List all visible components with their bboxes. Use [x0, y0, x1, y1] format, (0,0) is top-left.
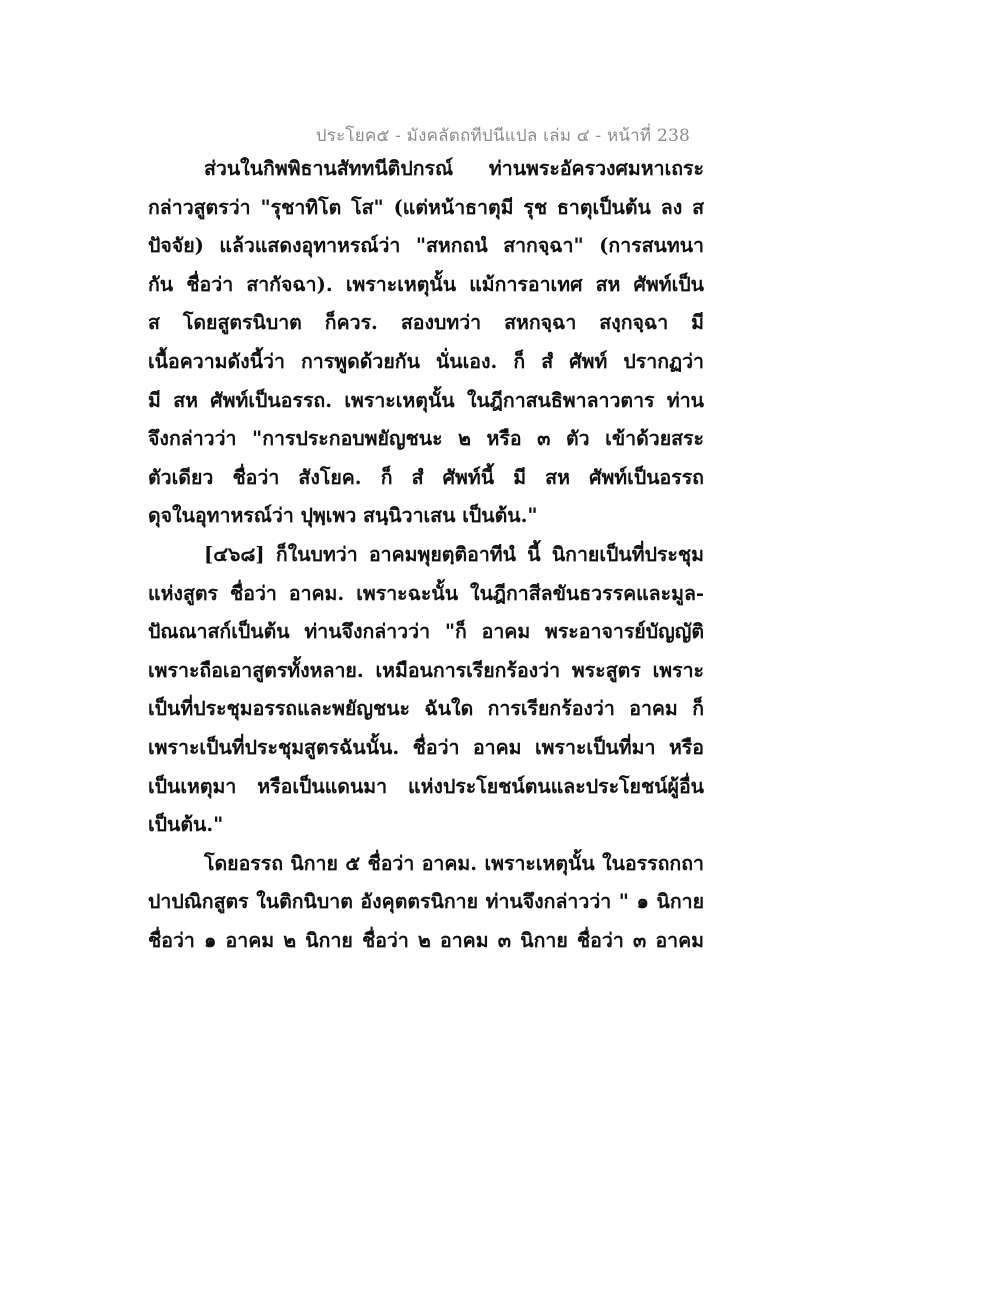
text-line: จึงกล่าวว่า "การประกอบพยัญชนะ ๒ หรือ ๓ ตัว เข้าด้วยสระ — [148, 427, 704, 451]
text-line: เป็นที่ประชุมอรรถและพยัญชนะ ฉันใด การเรียกร้องว่า อาคม ก็ — [148, 697, 704, 721]
text-line: เพราะถือเอาสูตรทั้งหลาย. เหมือนการเรียกร้องว่า พระสูตร เพราะ — [148, 658, 704, 682]
paragraph-2 — [148, 536, 704, 845]
text-line: กล่าวสูตรว่า "รุชาทิโต โส" (แต่หน้าธาตุมี รุช ธาตุเป็นต้น ลง ส — [148, 195, 704, 219]
text-line: ส่วนในกิพพิธานสัททนีติปกรณ์ ท่านพระอัครวงศมหาเถระ — [204, 157, 704, 180]
text-line: [๔๖๘] ก็ในบทว่า อาคมพุยตฺติอาทีนํ นี้ นิกายเป็นที่ประชุม — [204, 542, 704, 566]
text-line: มี สห ศัพท์เป็นอรรถ. เพราะเหตุนั้น ในฎีกาสนธิพาลาวตาร ท่าน — [148, 388, 704, 412]
text-line: ดุจในอุทาหรณ์ว่า ปุพฺเพว สนฺนิวาเสน เป็นต้น." — [148, 504, 538, 528]
paragraph-1 — [148, 150, 704, 536]
text-line: แห่งสูตร ชื่อว่า อาคม. เพราะฉะนั้น ในฎีกาสีลขันธวรรคและมูล- — [148, 581, 704, 605]
text-line: ปัณณาสก์เป็นต้น ท่านจึงกล่าวว่า "ก็ อาคม พระอาจารย์บัญญัติ — [148, 620, 704, 644]
text-line: ปัจจัย) แล้วแสดงอุทาหรณ์ว่า "สหกถนํ สากจฺฉา" (การสนทนา — [148, 234, 704, 258]
text-line: เป็นเหตุมา หรือเป็นแดนมา แห่งประโยชน์ตนและประโยชน์ผู้อื่น — [148, 774, 704, 798]
text-line: ส โดยสูตรนิบาต ก็ควร. สองบทว่า สหกจฺฉา สงฺกจฺฉา มี — [148, 311, 704, 335]
text-line: ชื่อว่า ๑ อาคม ๒ นิกาย ชื่อว่า ๒ อาคม ๓ นิกาย ชื่อว่า ๓ อาคม — [148, 928, 704, 952]
text-line: เนื้อความดังนี้ว่า การพูดด้วยกัน นั่นเอง. ก็ สํ ศัพท์ ปรากฏว่า — [148, 349, 704, 373]
text-line: เป็นต้น." — [148, 813, 224, 837]
text-line: ปาปณิกสูตร ในติกนิบาต อังคุตตรนิกาย ท่านจึงกล่าวว่า " ๑ นิกาย — [148, 890, 704, 914]
text-line: เพราะเป็นที่ประชุมสูตรฉันนั้น. ชื่อว่า อาคม เพราะเป็นที่มา หรือ — [148, 735, 704, 759]
text-line: ตัวเดียว ชื่อว่า สังโยค. ก็ สํ ศัพท์นี้ มี สห ศัพท์เป็นอรรถ — [148, 465, 704, 489]
text-line: กัน ชื่อว่า สากัจฉา). เพราะเหตุนั้น แม้การอาเทศ สห ศัพท์เป็น — [148, 272, 704, 296]
text-line: โดยอรรถ นิกาย ๕ ชื่อว่า อาคม. เพราะเหตุนั้น ในอรรถกถา — [204, 851, 704, 875]
body-text — [148, 150, 704, 960]
paragraph-3 — [148, 845, 704, 961]
page-header: ประโยค๕ - มังคลัตถทีปนีแปล เล่ม ๔ - หน้าที่ 238 — [315, 126, 690, 146]
